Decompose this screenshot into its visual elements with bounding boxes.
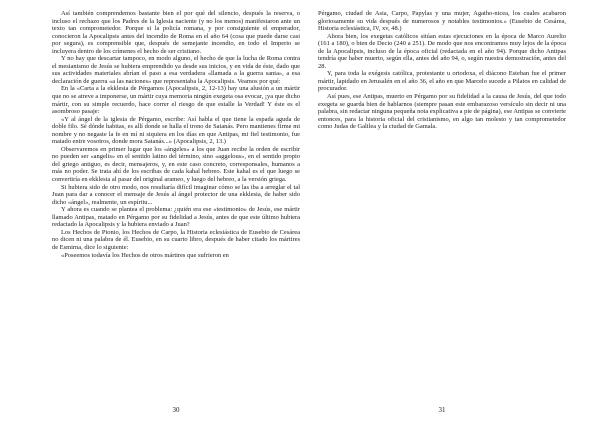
paragraph: «Poseemos todavía los Hechos de otros mártires que sufrieron en bbox=[61, 251, 229, 259]
paragraph: Y ahora es cuando se plantea el problema: ¿quién era ese «testimonio» de Jesús, ese mártir llamado Antipas, matado en Pérgamo por su fidelidad a Jesús, antes de que este último hubiera redactado la Apocalipsis y la hubiera enviado a Juan? bbox=[52, 206, 300, 229]
left-page bbox=[52, 10, 300, 426]
paragraph: Y, para toda la exégesis católica, protestante u ortodoxa, el diácono Esteban fue el primer mártir, lapidado en Jerusalén en el año 36, el año en que Marcelo sucede a Pilatos en calidad de procurador. bbox=[318, 70, 566, 93]
paragraph: Y no hay que descartar tampoco, en modo alguno, el hecho de que la lucha de Roma contra el mesianismo de Jesús se hubiera emprendido ya desde sus inicios, y en vida de éste, dado que sus actividades materiales abrían el paso a esa verdadera «llamada a la guerra santa», a esa declaración de guerra «a las naciones» que representaba la Apocalipsis. Veamos por qué: bbox=[52, 55, 300, 85]
page-number-right: 31 bbox=[438, 406, 446, 414]
paragraph: Los Hechos de Pionio, los Hechos de Carpo, la Historia eclesiástica de Eusebio de Cesárea no dicen ni una palabra de él. Eusebio, en su cuarto libro, después de haber citado los mártires de Esmirna, dice lo siguiente: bbox=[52, 228, 300, 251]
page-number-left: 30 bbox=[172, 406, 180, 414]
paragraph: Observaremos en primer lugar que los «ángeles» a los que Juan recibe la orden de escribir no pueden ser «angelis» en el sentido latino del término, sino «aggelous», en el sentido propio del griego antiguo, es decir, mensajeros, y, en este caso concreto, corresponsales, humanos a más no poder. Se trata ahí de los escribas de cada kahal hebreo. Este kahal es el que luego se convertiría en ekklesia al pasar del original arameo, y luego del hebreo, a la versión griega. bbox=[52, 145, 300, 184]
right-page bbox=[318, 10, 566, 426]
paragraph: «Y al ángel de la iglesia de Pérgamo, escribe: Así habla el que tiene la espada aguda de doble filo. Sé dónde habitas, es allí donde se halla el trono de Satanás. Pero mantienes firme mi nombre y no negaste la fe en mí ni siquiera en los días en que Antipas, mi fiel testimonio, fue matado entre vosotros, donde mora Satanás...» (Apocalipsis, 2, 13.) bbox=[52, 115, 300, 146]
paragraph: Así pues, ese Antipas, muerto en Pérgamo por su fidelidad a la causa de Jesús, del que todo exegeta se guarda bien de hablarnos (siempre pasan este embarazoso versículo sin decir ni una palabra, sin redactar ninguna pequeña nota explicativa a pie de página), ese Antipas se convierte entonces, para la historia oficial del cristianismo, en algo tan molesto y tan comprometedor como Judas de Galilea y la ciudad de Gamala. bbox=[318, 93, 566, 131]
paragraph: Así también comprendemos bastante bien el por qué del silencio, después la reserva, o incluso el rechazo que los Padres de la Iglesia naciente (y no los menos) manifestaron ante un texto tan comprometedor. Porque si la policía romana, y por consiguiente el emperador, conocieron la Apocalipsis antes del incendio de Roma en el año 64 (cosa que puede darse casi por segura), es comprensible que, después de semejante incendio, en todo el Imperio se incluyera dentro de los crímenes el hecho de ser cristiano. bbox=[52, 10, 300, 55]
left-page-text bbox=[52, 10, 300, 259]
paragraph: En la «Carta a la ekklesia de Pérgamos (Apocalipsis, 2, 12-13) hay una alusión a un mártir que no se atreve a imponerse, un mártir cuya memoria ningún exegeta osa evocar, ¡ya que dicho mártir, con su simple recuerdo, hace correr el riesgo de que estalle la Verdad! Y éste es el asombroso pasaje: bbox=[52, 85, 300, 116]
paragraph: Si hubiera sido de otro modo, nos resultaría difícil imaginar cómo se las iba a arreglar el tal Juan para dar a conocer el mensaje de Jesús al ángel protector de una ekklesia, de haber sido dicho «ángel», realmente, un espíritu... bbox=[52, 183, 300, 206]
right-page-text bbox=[318, 10, 566, 131]
paragraph: Ahora bien, los exegetas católicos sitúan estas ejecuciones en la época de Marco Aurelio (161 a 180), o bien de Decio (240 a 251). De modo que nos encontramos muy lejos de la época de la Apocalipsis, incluso de la época oficial (redactada en el año 94). Porque dicho Antipas tendría que haber muerto, según ella, antes del año 94, o, según nuestra demostración, antes del 28. bbox=[318, 32, 566, 70]
paragraph: Pérgamo, ciudad de Asia, Carpo, Papylas y una mujer, Agatho-nicea, los cuales acabaron gloriosamente su vida después de numerosos y notables testimonios.» (Eusebio de Cesárea, Historia eclesiástica, IV, xv, 48.) bbox=[318, 10, 566, 33]
